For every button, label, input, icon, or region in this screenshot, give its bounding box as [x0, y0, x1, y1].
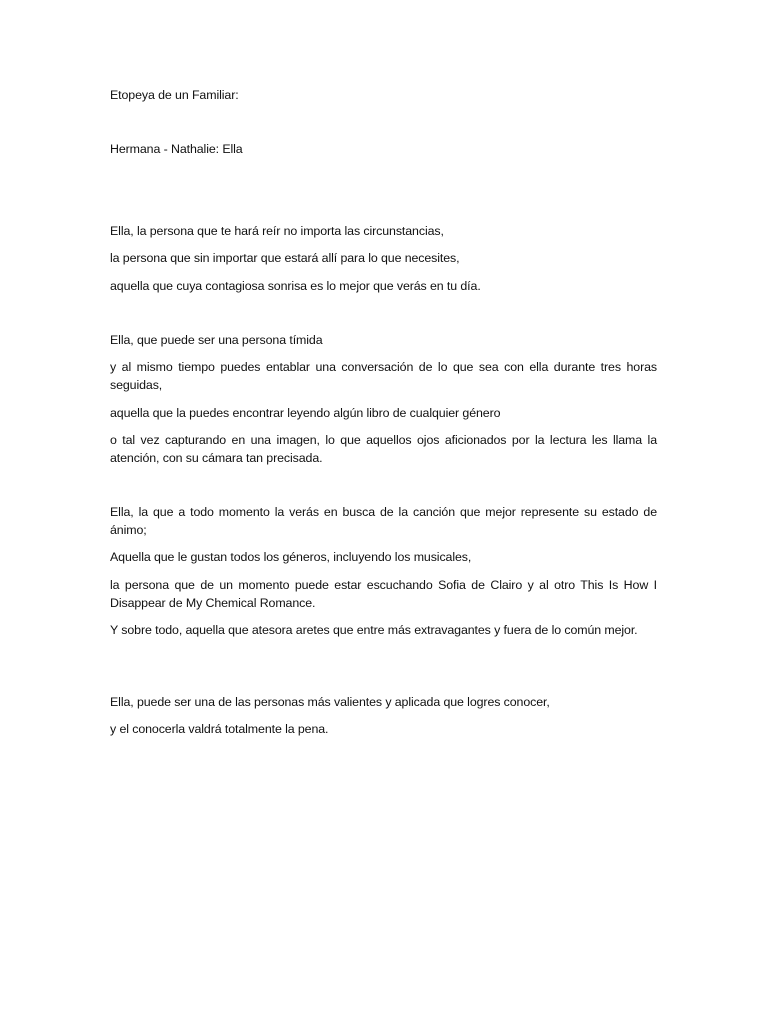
document-subtitle: Hermana - Nathalie: Ella [110, 142, 243, 156]
stanza-3-line-4: Y sobre todo, aquella que atesora aretes que entre más extravagantes y fuera de lo común mejor. [110, 623, 638, 637]
stanza-2-line-2: y al mismo tiempo puedes entablar una conversación de lo que sea con ella durante tres horas seguidas, [110, 360, 657, 392]
document-page [110, 0, 657, 1024]
stanza-4-line-1: Ella, puede ser una de las personas más valientes y aplicada que logres conocer, [110, 695, 550, 709]
stanza-2-line-4: o tal vez capturando en una imagen, lo que aquellos ojos aficionados por la lectura les llama la atención, con su cámara tan precisada. [110, 433, 657, 465]
stanza-1-line-1: Ella, la persona que te hará reír no importa las circunstancias, [110, 224, 444, 238]
stanza-4-line-2: y el conocerla valdrá totalmente la pena. [110, 722, 329, 736]
stanza-3-line-1: Ella, la que a todo momento la verás en busca de la canción que mejor represente su estado de ánimo; [110, 505, 657, 537]
stanza-2-line-1: Ella, que puede ser una persona tímida [110, 333, 323, 347]
stanza-1-line-3: aquella que cuya contagiosa sonrisa es lo mejor que verás en tu día. [110, 279, 481, 293]
document-title: Etopeya de un Familiar: [110, 88, 239, 102]
stanza-3-line-3: la persona que de un momento puede estar escuchando Sofia de Clairo y al otro This Is How I Disappear de My Chemical Romance. [110, 578, 657, 610]
stanza-2-line-3: aquella que la puedes encontrar leyendo algún libro de cualquier género [110, 406, 501, 420]
stanza-1-line-2: la persona que sin importar que estará allí para lo que necesites, [110, 251, 460, 265]
stanza-3-line-2: Aquella que le gustan todos los géneros, incluyendo los musicales, [110, 550, 472, 564]
